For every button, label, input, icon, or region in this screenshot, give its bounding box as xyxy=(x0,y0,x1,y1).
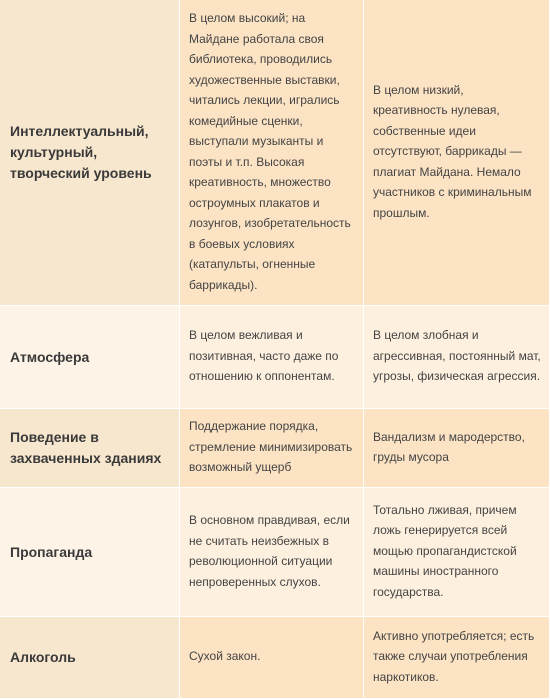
cell-other-propaganda xyxy=(364,488,550,617)
cell-other-alcohol xyxy=(364,617,550,699)
row-label-text: Пропаганда xyxy=(10,543,93,560)
cell-text: Активно употребляется; есть также случаи употребления наркотиков. xyxy=(373,628,535,684)
cell-maidan-behavior xyxy=(180,409,364,488)
cell-maidan-propaganda xyxy=(180,488,364,617)
row-label-alcohol xyxy=(0,617,180,699)
cell-text: В целом злобная и агрессивная, постоянный мат, угрозы, физическая агрессия. xyxy=(373,328,541,384)
row-label-intellectual xyxy=(0,0,180,306)
cell-text: В целом высокий; на Майдане работала своя библиотека, проводились художественные выставки, читались лекции, игрались комедийные сценки, выступали музыканты и поэты и т.п. Высокая креативность, множество остроумных плакатов и лозунгов, изобретательность в боевых условиях (катапульты, огненные баррикады). xyxy=(189,11,351,292)
cell-text: В основном правдивая, если не считать неизбежных в революционной ситуации непроверенных слухов. xyxy=(189,513,350,589)
cell-maidan-atmosphere xyxy=(180,306,364,409)
cell-text: Вандализм и мародерство, груды мусора xyxy=(373,429,525,464)
cell-other-intellectual xyxy=(364,0,550,306)
row-label-text: Интеллектуальный, культурный, творческий уровень xyxy=(10,123,152,181)
row-label-text: Атмосфера xyxy=(10,348,90,365)
row-label-propaganda xyxy=(0,488,180,617)
row-label-text: Алкоголь xyxy=(10,649,76,665)
cell-maidan-intellectual xyxy=(180,0,364,306)
cell-other-behavior xyxy=(364,409,550,488)
row-label-behavior xyxy=(0,409,180,488)
cell-text: Тотально лживая, причем ложь генерируется всей мощью пропагандистской машины иностранного государства. xyxy=(373,502,517,599)
cell-text: Сухой закон. xyxy=(189,649,261,664)
cell-text: В целом вежливая и позитивная, часто даже по отношению к оппонентам. xyxy=(189,328,339,384)
cell-text: В целом низкий, креативность нулевая, собственные идеи отсутствуют, баррикады — плагиат Майдана. Немало участников с криминальным прошлым. xyxy=(373,82,532,220)
cell-other-atmosphere xyxy=(364,306,550,409)
cell-text: Поддержание порядка, стремление минимизировать возможный ущерб xyxy=(189,419,353,475)
row-label-atmosphere xyxy=(0,306,180,409)
cell-maidan-alcohol xyxy=(180,617,364,699)
row-label-text: Поведение в захваченных зданиях xyxy=(10,429,162,466)
